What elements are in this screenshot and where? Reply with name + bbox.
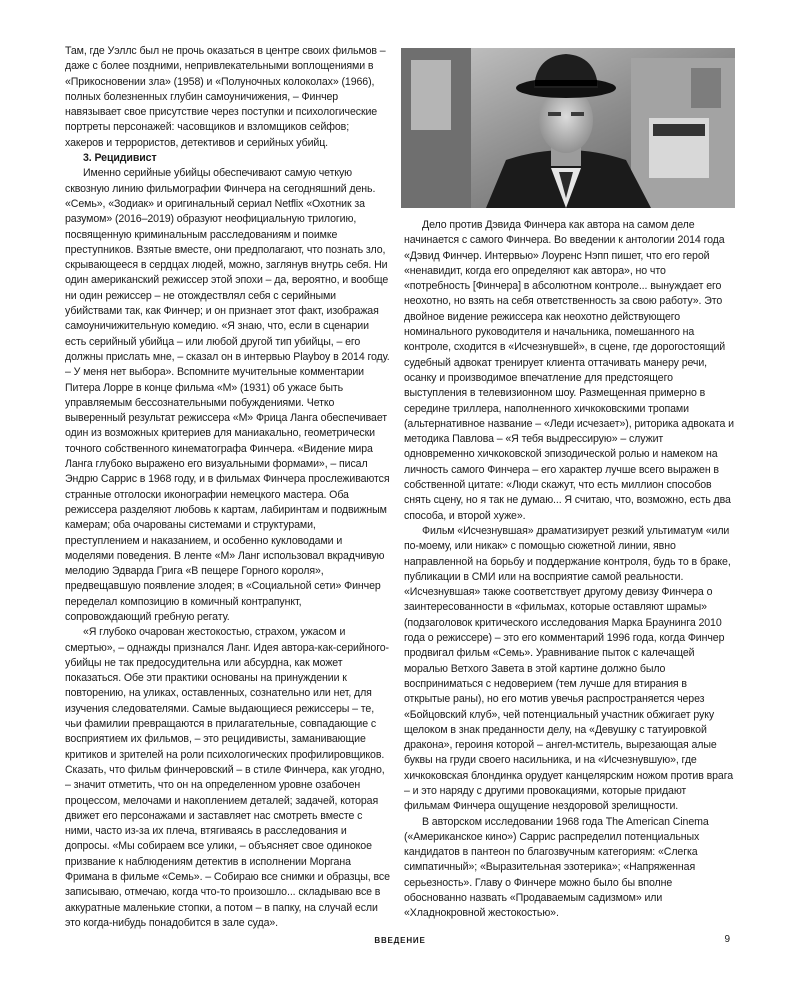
film-still-illustration [401, 48, 735, 208]
right-column [404, 218, 734, 922]
paragraph: Именно серийные убийцы обеспечивают самую четкую сквозную линию фильмографии Финчера на сегодняшний день. «Семь», «Зодиак» и оригинальный сериал Netflix «Охотник за разумом» (2016–2019) образуют неофициальную трилогию, посвященную криминальным расследованиям и поимке преступников. Взятые вместе, они предполагают, что познать зло, скрывающееся в сердцах людей, можно, заглянув внутрь себя. Ни один американский режиссер этой эпохи – да, вероятно, и вообще ни один режиссер – не отождествлял себя с серийными убийствами так, как Финчер; и он признает этот факт, изображая самоуничижительную комедию. «Я знаю, что, если в сценарии есть серийный убийца – или любой другой тип убийцы, – его должны прислать мне, – сказал он в интервью Playboy в 2014 году. – У меня нет выбора». Вспомните мучительные комментарии Питера Лорре в конце фильма «М» (1931) об ужасе быть управляемым бессознательными побуждениями. Четко выверенный результат режиссера «М» Фрица Ланга обеспечивает один из возможных критериев для маниакально, геометрически точного собственного кинематографа Финчера. «Видение мира Ланга глубоко выражено его визуальными формами», – писал Эндрю Саррис в 1968 году, и в фильмах Финчера прослеживаются странные отголоски иконографии немецкого мастера. Оба режиссера разделяют любовь к картам, лабиринтам и подвижным камерам; оба очарованы системами и структурами, преступлением и наказанием, и особенно кукловодами и моделями поведения. В ленте «М» Ланг использовал вкрадчивую мелодию Эдварда Грига «В пещере Горного короля», предвещавшую появление злодея; в «Социальной сети» Финчер переделал композицию в комичный контрапункт, сопровождающий гребную регату. [65, 167, 390, 623]
paragraph: Там, где Уэллс был не прочь оказаться в центре своих фильмов – даже с более поздними, непривлекательными воплощениями в «Прикосновении зла» (1958) и «Полуночных колоколах» (1966), полных болезненных глубин самоуничижения, – Финчер навязывает свое присутствие через поступки и психологические портреты персонажей: часовщиков и взломщиков сейфов; хакеров и террористов, детективов и серийных убийц. [65, 45, 386, 149]
page-number: 9 [724, 934, 730, 945]
left-column [65, 44, 390, 931]
paragraph: Фильм «Исчезнувшая» драматизирует резкий ультиматум «или по-моему, или никак» с помощью сюжетной линии, явно направленной на борьбу и поддержание контроля, будь то в браке, публикации в СМИ или на восприятие самой реальности. «Исчезнувшая» также соответствует другому девизу Финчера о заинтересованности в «фильмах, которые оставляют шрамы» (подзаголовок критического исследования Марка Браунинга 2010 года о режиссере) – это его комментарий 1996 года, когда Финчер продвигал фильм «Семь». Уравнивание пыток с калечащей моралью Ветхого Завета в этой картине должно было восприниматься с недоверием (тем лучше для втирания в открытые раны), но его мотив увечья распространяется через «Бойцовский клуб», чей потенциальный участник обжигает руку щелоком в знак преданности делу, на «Девушку с татуировкой дракона», героиня которой – ангел-мститель, вырезающая алые буквы на груди своего насильника, и на «Исчезнувшую», где хичкоковская блондинка орудует канцелярским ножом против врага – и это наряду с другими провокациями, которые придают фильмам Финчера ощущение нездоровой зрелищности. [404, 524, 734, 813]
section-heading: 3. Рецидивист [83, 152, 157, 165]
paragraph: «Я глубоко очарован жестокостью, страхом, ужасом и смертью», – однажды признался Ланг. Идея автора-как-серийного-убийцы не так предосудительна или абсурдна, как может показаться. Обе эти практики основаны на принуждении к повторению, на уликах, оставленных, сознательно или нет, для изучения следователями. Самые выдающиеся режиссеры – те, чьи фамилии превращаются в прилагательные, совпадающие с восприятием их фильмов, – это рецидивисты, заманивающие критиков и зрителей на роли психологических профилировщиков. Сказать, что фильм финчеровский – в стиле Финчера, как угодно, – значит отметить, что он на определенном уровне озабочен процессом, мелочами и накоплением деталей; задачей, которая движет его персонажами и заставляет нас смотреть вместе с ними, часто из-за их плеча, втягиваясь в расследования и допросы. «Мы собираем все улики, – объясняет свое одинокое призвание к наблюдениям детектив в исполнении Моргана Фримана в фильме «Семь». – Собираю все снимки и образцы, все записываю, отмечаю, когда что-то произошло... складываю все в аккуратные маленькие стопки, а потом – в папку, на случай если это когда-нибудь понадобится в зале суда». [65, 626, 390, 929]
paragraph: В авторском исследовании 1968 года The American Cinema («Американское кино») Саррис распределил потенциальных кандидатов в пантеон по благозвучным категориям: «Слегка симпатичный»; «Выразительная эзотерика»; «Напряженная серьезность». Главу о Финчере можно было бы вполне обоснованно назвать «Продаваемым садизмом» или «Хладнокровной жестокостью». [404, 815, 709, 920]
paragraph: Дело против Дэвида Финчера как автора на самом деле начинается с самого Финчера. Во введении к антологии 2014 года «Дэвид Финчер. Интервью» Лоуренс Нэпп пишет, что его герой «ненавидит, когда его определяют как автора», но что «потребность [Финчера] в абсолютном контроле... вынуждает его неохотно, но взять на себя ответственность за свою работу». Это двойное видение режиссера как неохотно действующего номинального руководителя и начальника, помешанного на контроле, сходится в «Исчезнувшей», в сцене, где дорогостоящий судебный адвокат тренирует клиента оттачивать манеру речи, осанку и производимое впечатление для предстоящего выступления в телевизионном шоу. Размещенная примерно в середине триллера, наполненного хичкоковскими тропами (альтернативное название – «Леди исчезает»), риторика адвоката и методика Павлова – «Я тебя выдрессирую» – служит одновременно хичкоковской эпизодической ролью и намеком на личность самого Финчера – его характер лучше всего выражен в собственной цитате: «Люди скажут, что есть миллион способов снять сцену, но я так не думаю... Я считаю, что, возможно, есть два способа, и второй хуже». [404, 219, 734, 522]
film-still-photo [401, 48, 735, 208]
footer-section-label: ВВЕДЕНИЕ [374, 936, 426, 945]
